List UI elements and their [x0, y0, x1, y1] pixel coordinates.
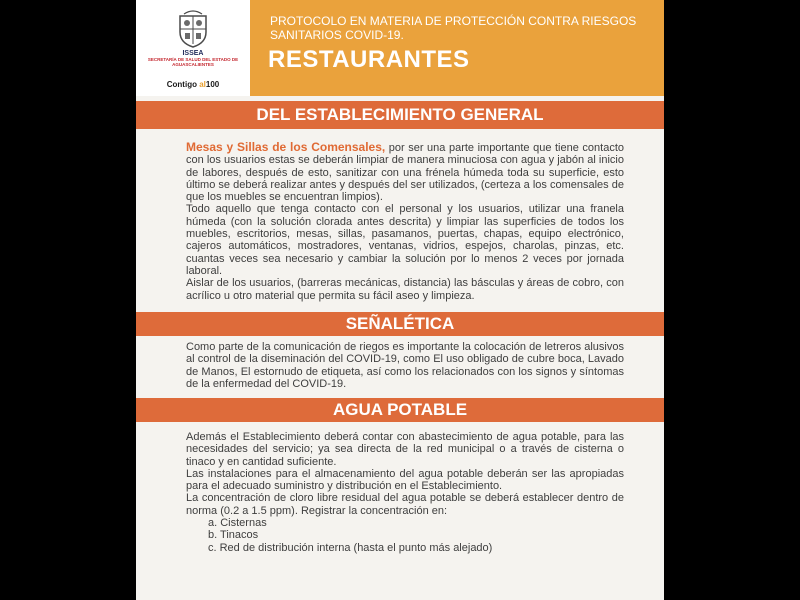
issea-logo: [136, 0, 250, 96]
paragraph: La concentración de cloro libre residual del agua potable se deberá establecer dentro de norma (0.2 a 1.5 ppm). Registrar la concentración en:: [186, 492, 624, 517]
page-title: RESTAURANTES: [268, 46, 470, 73]
logo-org-text: [140, 50, 246, 67]
list-item: c. Red de distribución interna (hasta el punto más alejado): [208, 541, 493, 554]
storage-list: [208, 517, 624, 554]
paragraph: Aislar de los usuarios, (barreras mecánicas, distancia) las básculas y áreas de cobro, con acrílico u otro material que permita su fácil aseo y limpieza.: [186, 277, 624, 302]
section-heading-water: AGUA POTABLE: [136, 398, 664, 422]
paragraph: Como parte de la comunicación de riegos es importante la colocación de letreros alusivos al control de la diseminación del COVID-19, como El uso obligado de cubre boca, Lavado de Manos, El estornudo de etiqueta, así como los relacionados con los signos y síntomas de la enfermedad del COVID-19.: [186, 341, 624, 390]
org-name: SECRETARÍA DE SALUD DEL ESTADO DE AGUASCALIENTES: [147, 57, 239, 67]
highlight-term: Mesas y Sillas de los Comensales,: [186, 140, 386, 154]
paragraph: [186, 141, 624, 203]
section-heading-signage: SEÑALÉTICA: [136, 312, 664, 336]
protocol-poster: [136, 0, 664, 600]
paragraph: Todo aquello que tenga contacto con el personal y los usuarios, utilizar una franela húmeda (con la solución clorada antes descrita) y limpiar las superficies de todos los muebles, escritorios, mesas, sillas, pasamanos, puertas, chapas, equipo electrónico, cajeros automáticos, mostradores, ventanas, vidrios, espejos, charolas, pinzas, etc. cuantas veces sea necesario y cambiar la solución por lo menos 2 veces por jornada laboral.: [186, 203, 624, 277]
poster-header: [136, 0, 664, 96]
section-body-water: [186, 431, 624, 554]
section-heading-general: DEL ESTABLECIMIENTO GENERAL: [136, 101, 664, 129]
coat-of-arms-icon: [176, 10, 210, 48]
slogan-al: al: [199, 80, 206, 89]
logo-slogan: [146, 80, 240, 89]
slogan-main: Contigo: [166, 80, 197, 89]
section-body-general: [186, 141, 624, 302]
list-item: b. Tinacos: [208, 529, 259, 542]
list-item: a. Cisternas: [208, 517, 267, 530]
title-banner: [250, 0, 664, 96]
protocol-subtitle: PROTOCOLO EN MATERIA DE PROTECCIÓN CONTRA RIESGOS SANITARIOS COVID-19.: [270, 14, 637, 42]
section-body-signage: [186, 341, 624, 390]
slogan-num: 100: [205, 80, 220, 89]
paragraph: Las instalaciones para el almacenamiento del agua potable deberán ser las apropiadas para el adecuado suministro y distribución en el Establecimiento.: [186, 467, 624, 493]
org-abbr: ISSEA: [182, 50, 204, 57]
paragraph-text: por ser una parte importante que tiene contacto con los usuarios estas se deberán limpiar de manera minuciosa con agua y jabón al inicio de labores, después de esto, sanitizar con una frénela húmeda toda su superficie, esto último se deberá realizar antes y después del ser utilizados, (certeza a los comensales de que los muebles se encuentran limpios).: [186, 142, 624, 204]
paragraph: Además el Establecimiento deberá contar con abastecimiento de agua potable, para las necesidades del servicio; ya sea directa de la red municipal o a través de cisterna o tinaco y en cantidad suficiente.: [186, 431, 624, 468]
